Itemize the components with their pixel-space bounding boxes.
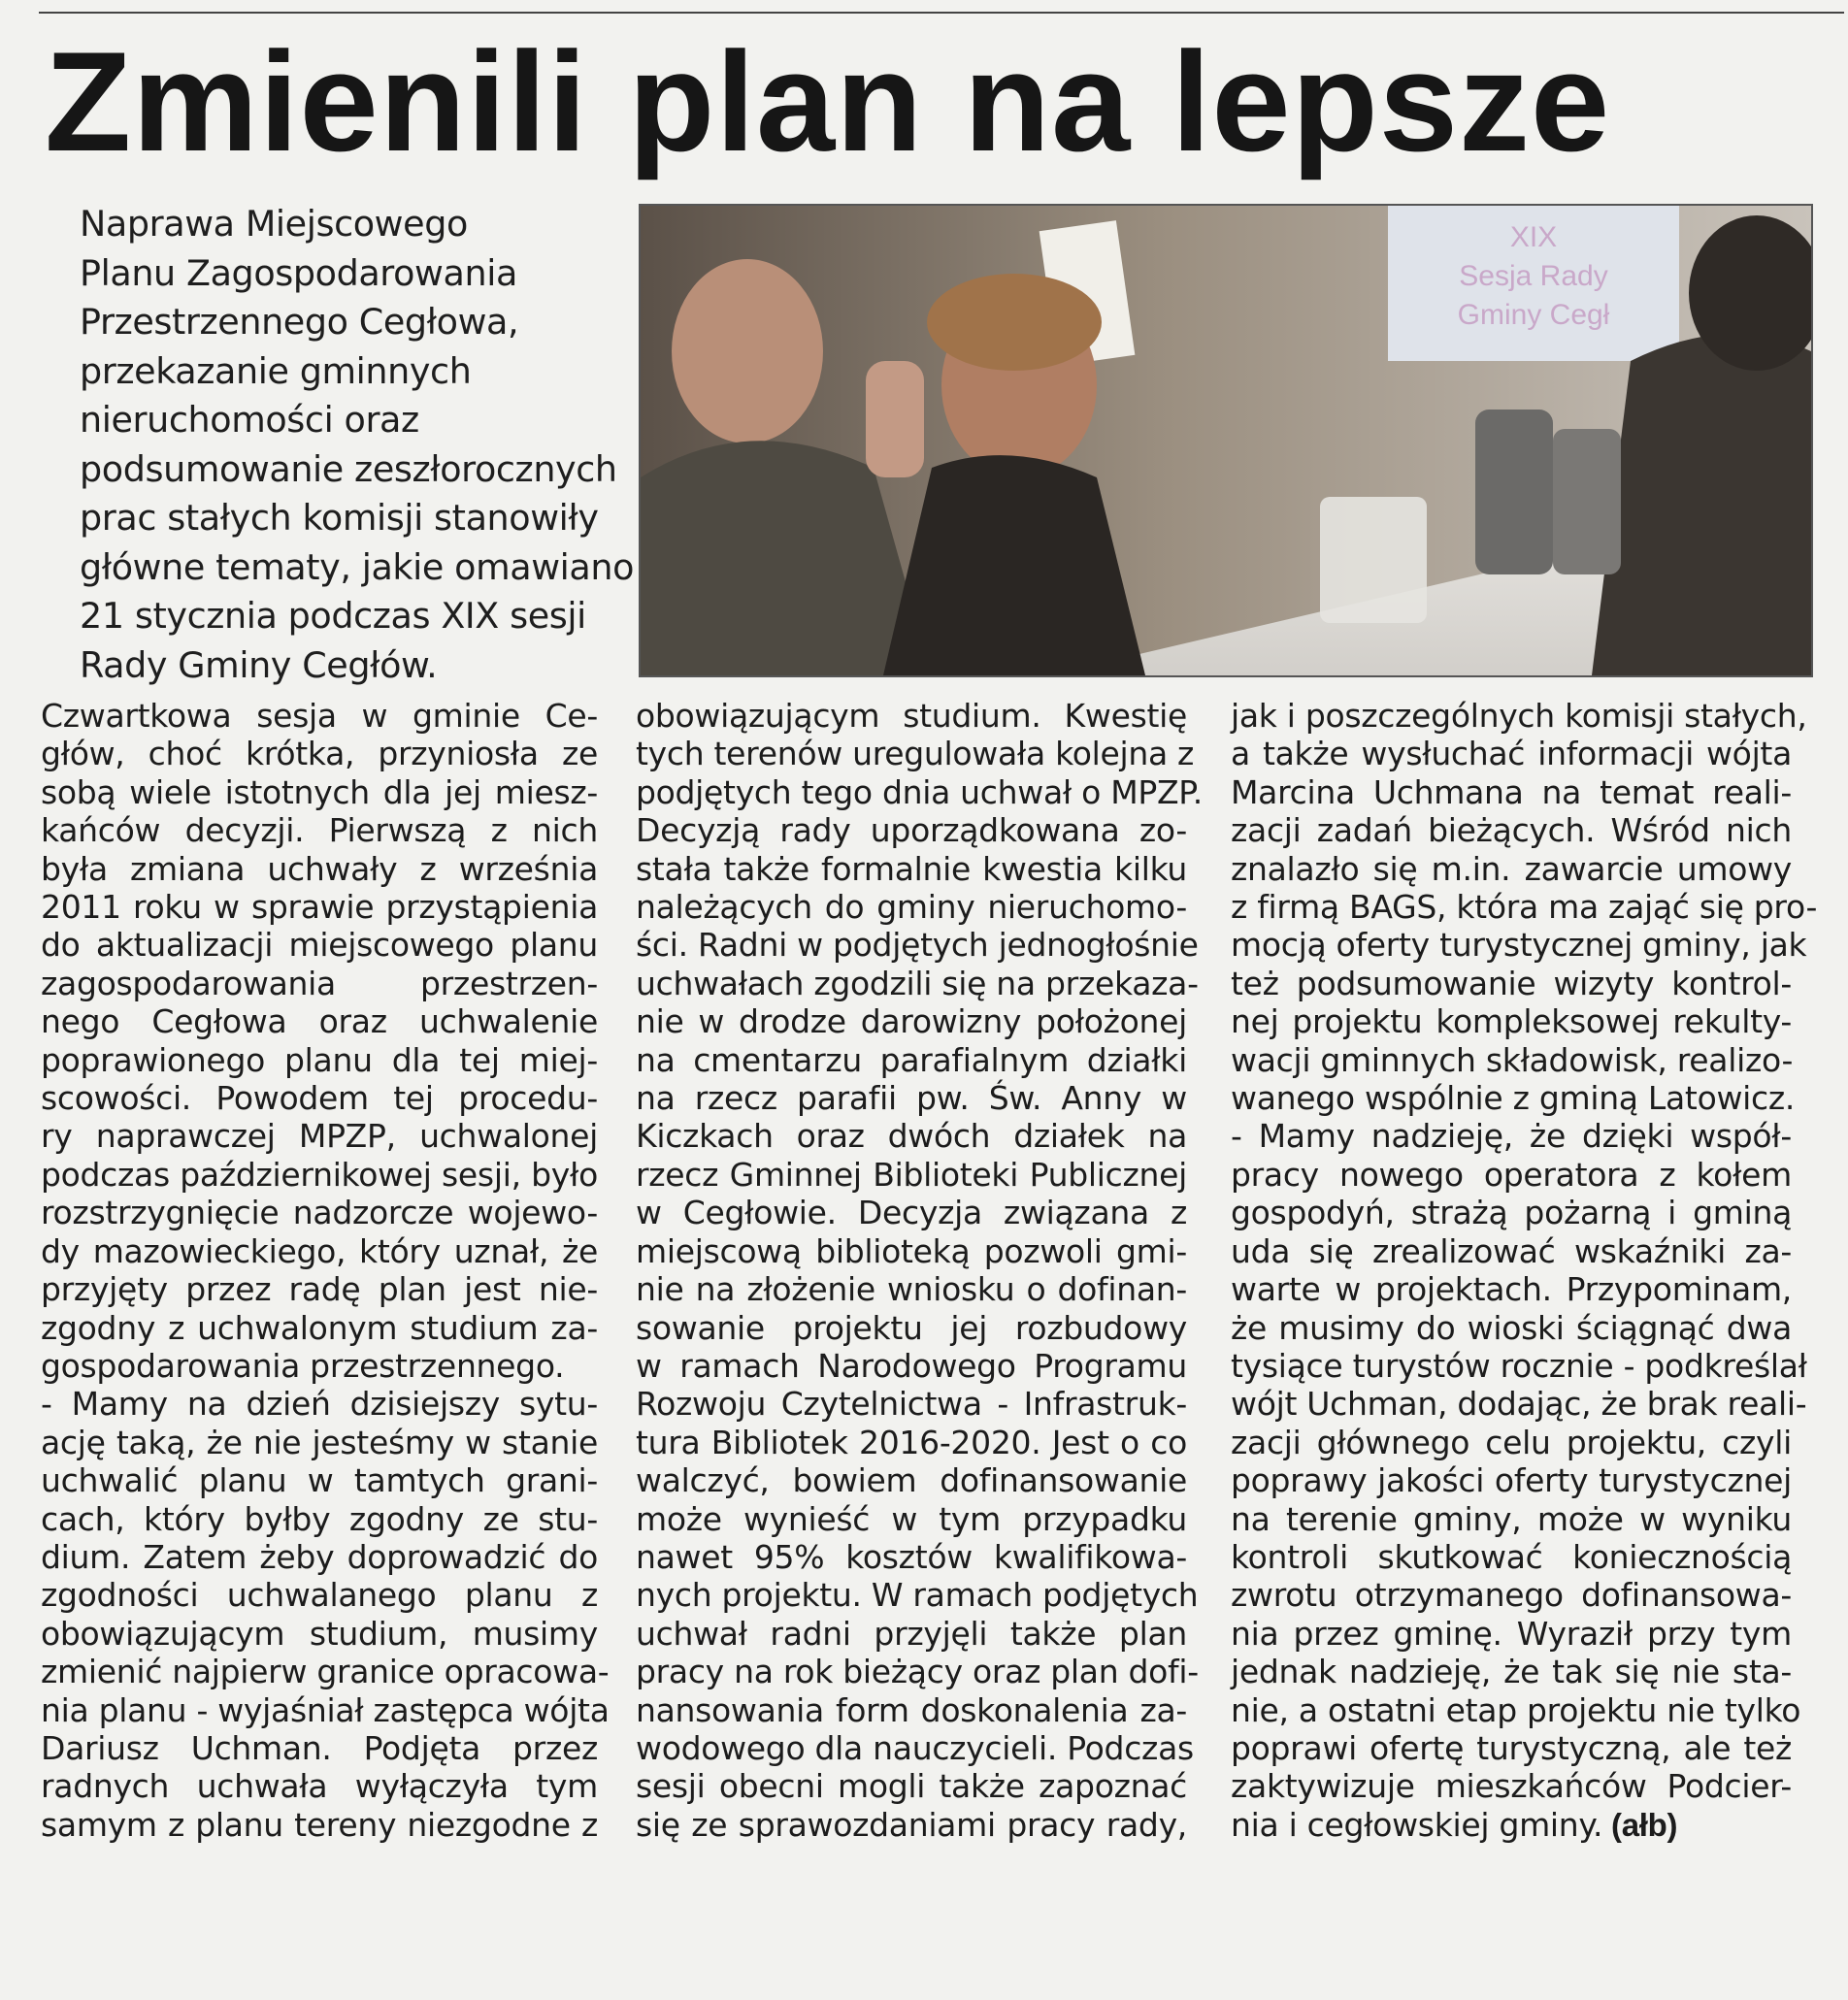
text-line: mocją oferty turystycznej gminy, jak — [1231, 926, 1807, 965]
text-line: Kiczkach oraz dwóch działek na — [636, 1117, 1187, 1156]
text-line: zgodności uchwalanego planu z — [41, 1576, 598, 1615]
lead-line: Przestrzennego Cegłowa, — [80, 301, 519, 343]
text-line: cach, który byłby zgodny ze stu- — [41, 1499, 598, 1538]
text-line: nansowania form doskonalenia za- — [636, 1690, 1187, 1729]
text-line: podczas październikowej sesji, było — [41, 1155, 598, 1194]
text-line: 2011 roku w sprawie przystąpienia — [41, 888, 598, 927]
text-line: - Mamy nadzieję, że dzięki współ- — [1231, 1117, 1792, 1156]
text-line: wanego wspólnie z gminą Latowicz. — [1231, 1079, 1796, 1118]
text-line: zmienić najpierw granice opracowa- — [41, 1653, 610, 1691]
text-line: - Mamy na dzień dzisiejszy sytu- — [41, 1385, 598, 1424]
text-line: nego Cegłowa oraz uchwalenie — [41, 1002, 598, 1041]
text-line: poprawy jakości oferty turystycznej — [1231, 1461, 1792, 1500]
text-line: stała także formalnie kwestia kilku — [636, 849, 1187, 888]
text-line: ści. Radni w podjętych jednogłośnie — [636, 926, 1199, 965]
text-line: nie na złożenie wniosku o dofinan- — [636, 1270, 1187, 1309]
text-line: jak i poszczególnych komisji stałych, — [1231, 697, 1807, 735]
text-line: tych terenów uregulowała kolejna z — [636, 735, 1195, 773]
text-line: rozstrzygnięcie nadzorcze wojewo- — [41, 1194, 598, 1232]
text-line: poprawionego planu dla tej miej- — [41, 1040, 598, 1079]
text-line: kontroli skutkować koniecznością — [1231, 1537, 1792, 1576]
text-line: pracy na rok bieżący oraz plan dofi- — [636, 1653, 1199, 1691]
article-column-2 — [636, 697, 1203, 1987]
text-line: należących do gminy nieruchomo- — [636, 888, 1187, 927]
text-line: gospodyń, strażą pożarną i gminą — [1231, 1194, 1792, 1232]
text-line: tysiące turystów rocznie - podkreślał — [1231, 1346, 1807, 1385]
text-line: też podsumowanie wizyty kontrol- — [1231, 964, 1792, 1002]
lead-line: 21 stycznia podczas XIX sesji — [80, 595, 586, 637]
text-line: kańców decyzji. Pierwszą z nich — [41, 811, 598, 850]
text-line: ry naprawczej MPZP, uchwalonej — [41, 1117, 598, 1156]
text-line: może wynieść w tym przypadku — [636, 1499, 1187, 1538]
text-line: poprawi ofertę turystyczną, ale też — [1231, 1728, 1792, 1767]
text-line: samym z planu tereny niezgodne z — [41, 1805, 598, 1844]
text-line: podjętych tego dnia uchwał o MPZP. — [636, 772, 1203, 811]
headline: Zmienili plan na lepsze — [45, 22, 1611, 180]
text-line: była zmiana uchwały z września — [41, 849, 598, 888]
article-photo — [639, 204, 1813, 677]
text-line: zacji głównego celu projektu, czyli — [1231, 1423, 1792, 1461]
text-line: a także wysłuchać informacji wójta — [1231, 735, 1792, 773]
text-line: nej projektu kompleksowej rekulty- — [1231, 1002, 1792, 1041]
text-line: zwrotu otrzymanego dofinansowa- — [1231, 1576, 1792, 1615]
text-line: tura Bibliotek 2016-2020. Jest o co — [636, 1423, 1187, 1461]
text-line: warte w projektach. Przypominam, — [1231, 1270, 1792, 1309]
text-line: Czwartkowa sesja w gminie Ce- — [41, 697, 598, 735]
text-line: dy mazowieckiego, który uznał, że — [41, 1231, 598, 1270]
text-line: w Cegłowie. Decyzja związana z — [636, 1194, 1187, 1232]
article-column-3 — [1231, 697, 1818, 1987]
text-line: przyjęty przez radę plan jest nie- — [41, 1270, 598, 1309]
lead-line: przekazanie gminnych — [80, 349, 472, 392]
text-line: na rzecz parafii pw. Św. Anny w — [636, 1079, 1187, 1118]
text-line: uchwalić planu w tamtych grani- — [41, 1461, 598, 1500]
banner-line-2: Sesja Rady — [1459, 260, 1608, 292]
text-line: dium. Zatem żeby doprowadzić do — [41, 1537, 598, 1576]
text-line: zaktywizuje mieszkańców Podcier- — [1231, 1767, 1792, 1806]
text-line: radnych uchwała wyłączyła tym — [41, 1767, 598, 1806]
text-line: nia planu - wyjaśniał zastępca wójta — [41, 1690, 610, 1729]
text-line: zgodny z uchwalonym studium za- — [41, 1308, 598, 1347]
text-line: sowanie projektu jej rozbudowy — [636, 1308, 1187, 1347]
text-line: Decyzją rady uporządkowana zo- — [636, 811, 1187, 850]
text-line: głów, choć krótka, przyniosła ze — [41, 735, 598, 773]
council-session-photo — [641, 206, 1811, 675]
lead-line: nieruchomości oraz — [80, 399, 419, 441]
lead-paragraph — [80, 200, 635, 690]
author-signature: (ałb) — [1602, 1806, 1678, 1843]
top-rule — [39, 12, 1844, 14]
text-line: ację taką, że nie jesteśmy w stanie — [41, 1423, 598, 1461]
text-line: Dariusz Uchman. Podjęta przez — [41, 1728, 598, 1767]
text-line: uda się zrealizować wskaźniki za- — [1231, 1231, 1792, 1270]
text-line: nie w drodze darowizny położonej — [636, 1002, 1187, 1041]
text-line: w ramach Narodowego Programu — [636, 1346, 1187, 1385]
text-line: z firmą BAGS, która ma zająć się pro- — [1231, 888, 1818, 927]
lead-line: Rady Gminy Cegłów. — [80, 643, 438, 686]
text-line: na cmentarzu parafialnym działki — [636, 1040, 1187, 1079]
lead-line: główne tematy, jakie omawiano — [80, 545, 635, 588]
text-line: Marcina Uchmana na temat reali- — [1231, 772, 1792, 811]
text-line: się ze sprawozdaniami pracy rady, — [636, 1805, 1187, 1844]
text-line: nawet 95% kosztów kwalifikowa- — [636, 1537, 1187, 1576]
article-column-1 — [41, 697, 610, 1987]
text-line: scowości. Powodem tej procedu- — [41, 1079, 598, 1118]
text-line: uchwałach zgodzili się na przekaza- — [636, 964, 1199, 1002]
text-line: do aktualizacji miejscowego planu — [41, 926, 598, 965]
text-line: sobą wiele istotnych dla jej miesz- — [41, 772, 598, 811]
text-line: rzecz Gminnej Biblioteki Publicznej — [636, 1155, 1187, 1194]
text-line: obowiązującym studium. Kwestię — [636, 697, 1187, 735]
text-line: nie, a ostatni etap projektu nie tylko — [1231, 1690, 1801, 1729]
text-line: gospodarowania przestrzennego. — [41, 1346, 565, 1385]
text-line: walczyć, bowiem dofinansowanie — [636, 1461, 1187, 1500]
text-line: nia przez gminę. Wyraził przy tym — [1231, 1614, 1792, 1653]
text-line: znalazło się m.in. zawarcie umowy — [1231, 849, 1792, 888]
text-line: wacji gminnych składowisk, realizo- — [1231, 1040, 1794, 1079]
text-line: miejscową biblioteką pozwoli gmi- — [636, 1231, 1187, 1270]
banner-line-1: XIX — [1509, 221, 1558, 253]
text-line: wójt Uchman, dodając, że brak reali- — [1231, 1385, 1807, 1424]
text-line: nych projektu. W ramach podjętych — [636, 1576, 1199, 1615]
lead-line: podsumowanie zeszłorocznych — [80, 447, 617, 490]
text-line: sesji obecni mogli także zapoznać — [636, 1767, 1187, 1806]
text-line: zagospodarowania przestrzen- — [41, 964, 598, 1002]
text-line: wodowego dla nauczycieli. Podczas — [636, 1728, 1194, 1767]
text-line: że musimy do wioski ściągnąć dwa — [1231, 1308, 1792, 1347]
banner-line-3: Gminy Cegł — [1457, 299, 1610, 331]
text-line: nia i cegłowskiej gminy. (ałb) — [1231, 1805, 1678, 1844]
text-line: na terenie gminy, może w wyniku — [1231, 1499, 1792, 1538]
text-line: jednak nadzieję, że tak się nie sta- — [1231, 1653, 1792, 1691]
text-line: obowiązującym studium, musimy — [41, 1614, 598, 1653]
text-line: Rozwoju Czytelnictwa - Infrastruk- — [636, 1385, 1187, 1424]
lead-line: prac stałych komisji stanowiły — [80, 497, 599, 539]
lead-line: Naprawa Miejscowego — [80, 203, 468, 245]
text-line: pracy nowego operatora z kołem — [1231, 1155, 1792, 1194]
lead-line: Planu Zagospodarowania — [80, 251, 517, 294]
text-line: uchwał radni przyjęli także plan — [636, 1614, 1187, 1653]
text-line: zacji zadań bieżących. Wśród nich — [1231, 811, 1792, 850]
